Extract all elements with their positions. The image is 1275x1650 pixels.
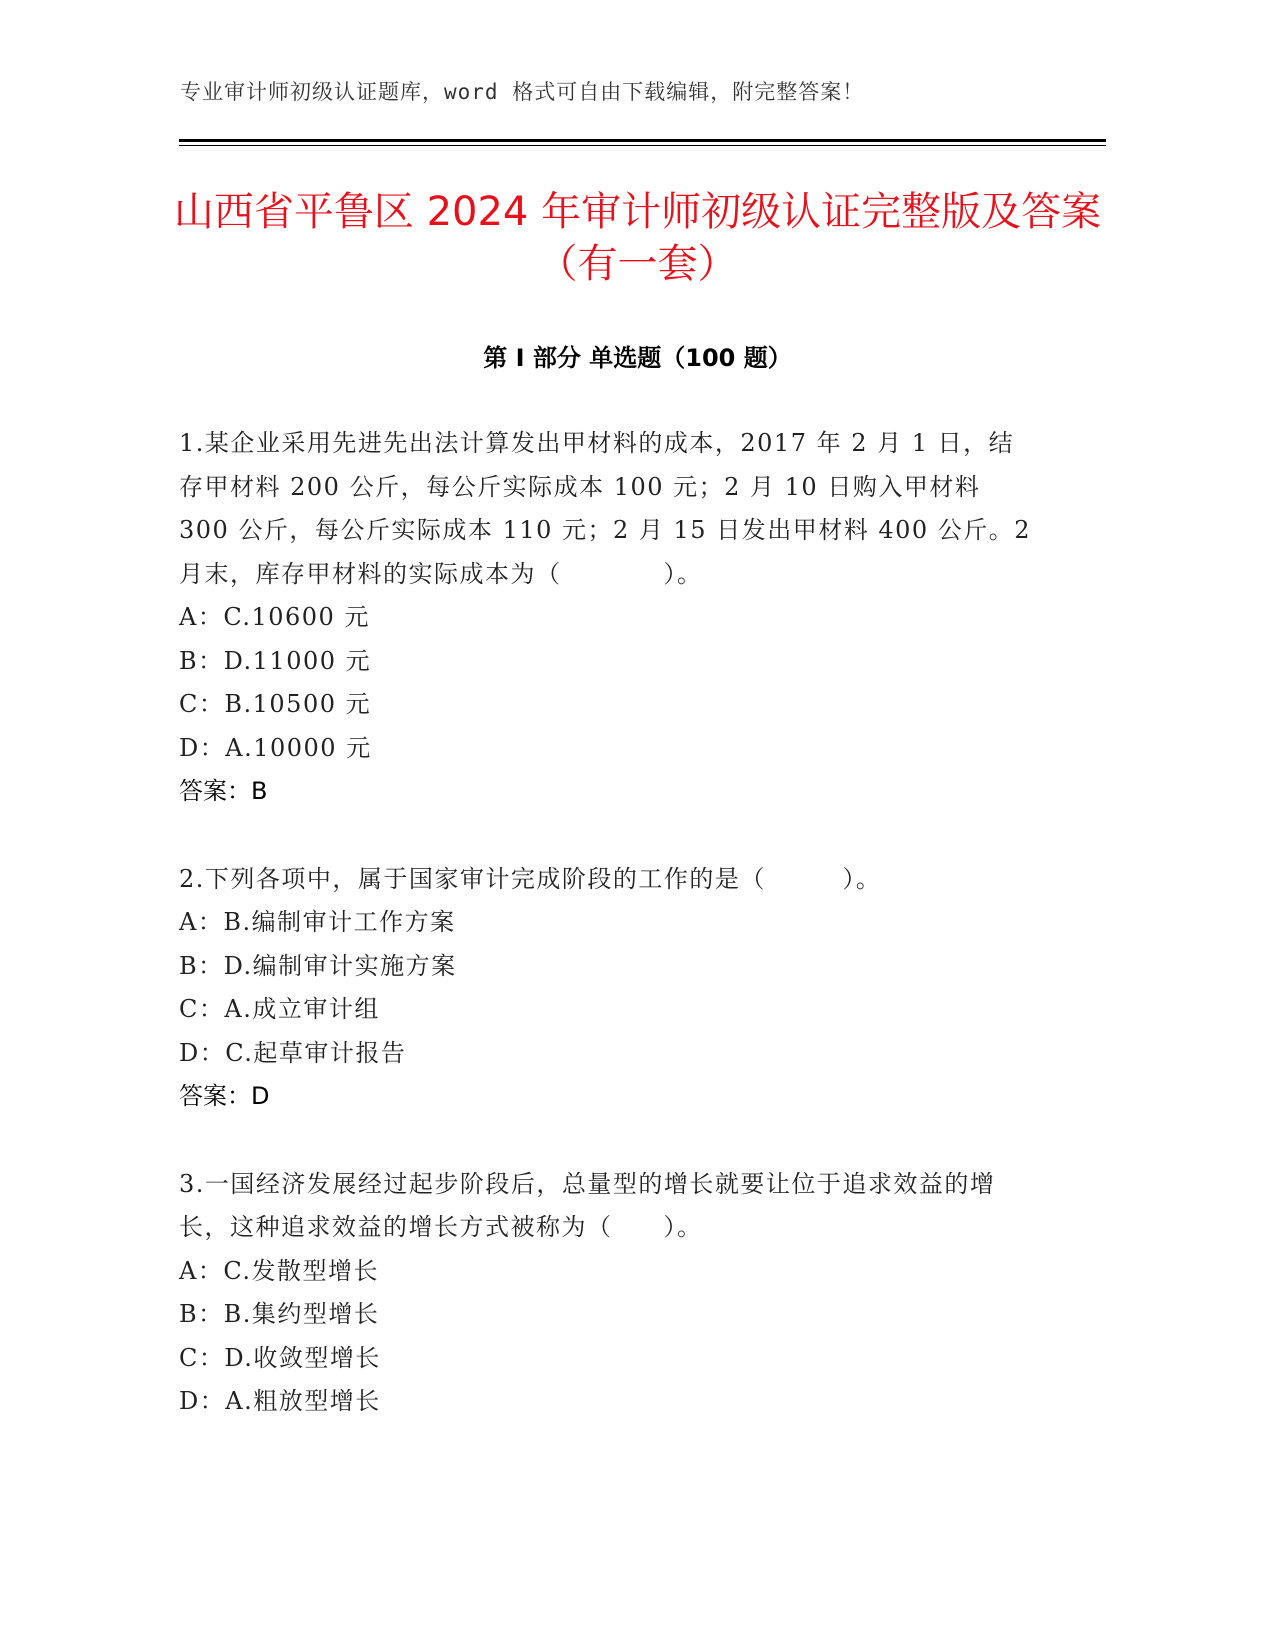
option-text: C.起草审计报告 [225, 1038, 407, 1067]
option-letter: C： [179, 995, 225, 1023]
option-text: D.收敛型增长 [224, 1343, 381, 1372]
option-b [179, 1293, 1039, 1337]
option-letter: C： [179, 1343, 225, 1372]
document-title: 山西省平鲁区 2024 年审计师初级认证完整版及答案（有一套） [173, 189, 1102, 287]
option-letter: A： [179, 1256, 224, 1285]
option-b [179, 640, 1039, 684]
option-c [179, 683, 1039, 727]
option-text: C.10600 元 [223, 603, 370, 631]
header-note: 专业审计师初级认证题库，word 格式可自由下载编辑，附完整答案！ [180, 80, 865, 104]
question-stem: 1.某企业采用先进先出法计算发出甲材料的成本，2017 年 2 月 1 日，结存甲材料 200 公斤，每公斤实际成本 100 元；2 月 10 日购入甲材料 300 公斤，每公斤实际成本 110 元；2 月 15 日发出甲材料 400 公斤。2 月末，库存甲材料的实际成本为（ ）。 [179, 429, 1032, 588]
question-stem: 2.下列各项中，属于国家审计完成阶段的工作的是（ ）。 [179, 864, 882, 893]
question-list [179, 422, 1039, 1468]
answer-line: 答案：D [179, 1082, 270, 1110]
option-c [179, 1337, 1039, 1381]
option-letter: D： [179, 733, 226, 762]
option-a [179, 901, 1039, 945]
question-1 [179, 422, 1039, 814]
option-text: C.发散型增长 [223, 1256, 379, 1285]
option-letter: B： [179, 646, 224, 675]
header-divider-thick [179, 139, 1106, 142]
option-c [179, 988, 1039, 1032]
section-title: 第 I 部分 单选题（100 题） [483, 344, 792, 372]
question-stem: 3.一国经济发展经过起步阶段后，总量型的增长就要让位于追求效益的增长，这种追求效益的增长方式被称为（ ）。 [179, 1169, 996, 1241]
option-d [179, 1032, 1039, 1076]
option-text: A.10000 元 [225, 733, 372, 762]
question-3 [179, 1163, 1039, 1424]
option-a [179, 596, 1039, 640]
header-divider-thin [179, 145, 1106, 146]
option-letter: C： [179, 690, 225, 718]
option-d [179, 727, 1039, 771]
option-text: B.编制审计工作方案 [223, 908, 456, 936]
option-d [179, 1380, 1039, 1424]
option-letter: D： [179, 1387, 226, 1415]
option-text: A.成立审计组 [224, 995, 380, 1023]
option-a [179, 1250, 1039, 1294]
answer-line: 答案：B [179, 777, 268, 805]
option-letter: B： [179, 951, 224, 980]
option-letter: A： [179, 603, 224, 631]
option-letter: B： [179, 1300, 224, 1328]
option-text: B.10500 元 [224, 690, 372, 718]
option-letter: D： [179, 1038, 226, 1067]
option-text: D.11000 元 [223, 646, 372, 675]
option-text: B.集约型增长 [223, 1300, 380, 1328]
question-2 [179, 858, 1039, 1119]
option-text: D.编制审计实施方案 [223, 951, 457, 980]
option-b [179, 945, 1039, 989]
option-letter: A： [179, 908, 224, 936]
option-text: A.粗放型增长 [225, 1387, 381, 1415]
